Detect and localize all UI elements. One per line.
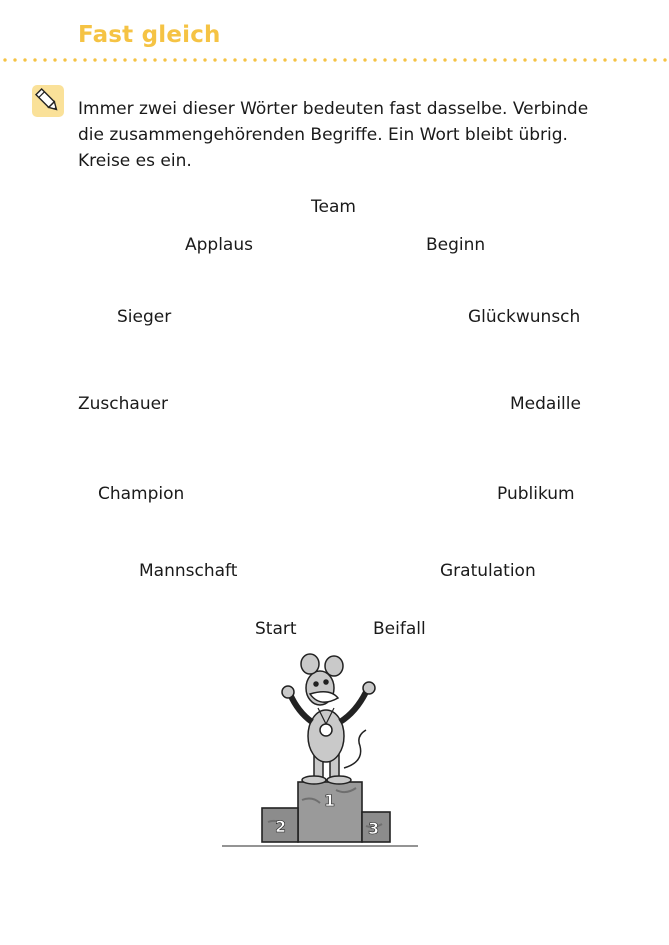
- dotted-divider: [0, 58, 669, 62]
- podium-label-3: 3: [368, 819, 380, 838]
- word-beifall[interactable]: Beifall: [373, 619, 426, 639]
- word-mannschaft[interactable]: Mannschaft: [139, 561, 238, 581]
- instruction-line: die zusammengehörenden Begriffe. Ein Wort bleibt übrig.: [78, 125, 568, 145]
- word-team[interactable]: Team: [311, 197, 356, 217]
- podium-label-2: 2: [275, 817, 287, 836]
- word-zuschauer[interactable]: Zuschauer: [78, 394, 169, 414]
- mouse-figure: [282, 654, 375, 784]
- pencil-icon: [32, 85, 64, 117]
- word-medaille[interactable]: Medaille: [510, 394, 581, 414]
- word-glueckwunsch[interactable]: Glückwunsch: [468, 307, 581, 327]
- task-instruction: [78, 96, 638, 174]
- word-champion[interactable]: Champion: [98, 484, 185, 504]
- instruction-line: Kreise es ein.: [78, 151, 192, 171]
- word-publikum[interactable]: Publikum: [497, 484, 575, 504]
- mouse-on-podium-illustration: [218, 650, 423, 854]
- word-beginn[interactable]: Beginn: [426, 235, 486, 255]
- word-applaus[interactable]: Applaus: [185, 235, 253, 255]
- page-title: Fast gleich: [78, 22, 221, 48]
- podium-label-1: 1: [324, 791, 336, 810]
- word-gratulation[interactable]: Gratulation: [440, 561, 536, 581]
- instruction-line: Immer zwei dieser Wörter bedeuten fast dasselbe. Verbinde: [78, 99, 589, 119]
- podium: [262, 782, 390, 842]
- word-sieger[interactable]: Sieger: [117, 307, 172, 327]
- word-start[interactable]: Start: [255, 619, 297, 639]
